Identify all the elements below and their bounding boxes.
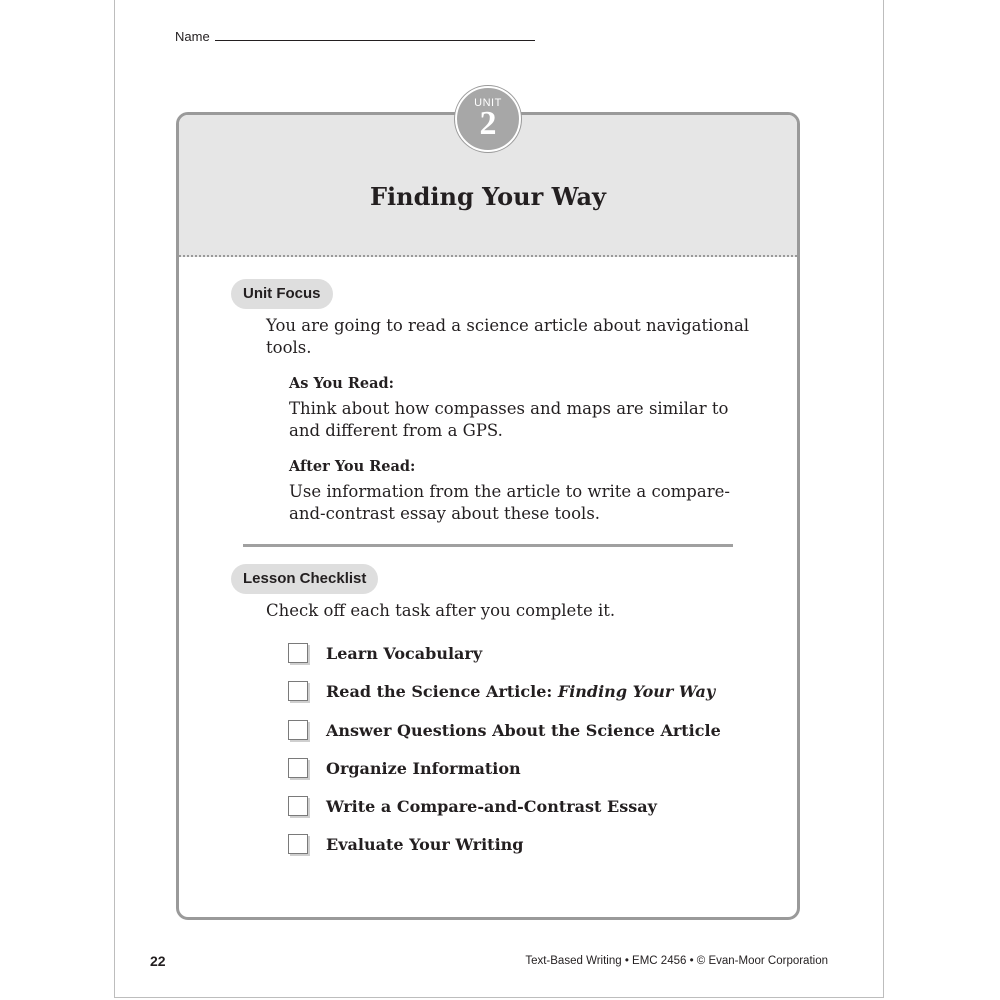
checklist-item[interactable] — [288, 643, 482, 663]
checklist-item[interactable] — [288, 796, 657, 816]
unit-focus-intro-line1: You are going to read a science article about navigational — [266, 316, 750, 335]
name-underline — [215, 40, 535, 41]
as-you-read-text — [289, 398, 728, 442]
checklist-item-label-plain: Read the Science Article: — [326, 681, 558, 701]
checkbox[interactable] — [288, 796, 308, 816]
as-you-read-line1: Think about how compasses and maps are similar to — [289, 399, 729, 418]
after-you-read-line2: and-contrast essay about these tools. — [289, 504, 601, 523]
page-number: 22 — [150, 953, 166, 969]
after-you-read-heading: After You Read: — [289, 458, 416, 475]
footer-credit: Text-Based Writing • EMC 2456 • © Evan-Moor Corporation — [525, 955, 828, 967]
checklist-item-label — [326, 682, 715, 701]
article-title-italic: Finding Your Way — [557, 681, 716, 701]
unit-badge — [455, 86, 521, 152]
after-you-read-line1: Use information from the article to write a compare- — [289, 482, 730, 501]
checkbox[interactable] — [288, 643, 308, 663]
checkbox[interactable] — [288, 681, 308, 701]
name-label: Name — [175, 29, 210, 44]
checklist-item[interactable] — [288, 834, 523, 854]
checklist-item-label: Organize Information — [326, 758, 521, 778]
after-you-read-text — [289, 481, 730, 525]
checkbox[interactable] — [288, 834, 308, 854]
unit-focus-intro-line2: tools. — [266, 338, 312, 357]
page-title: Finding Your Way — [370, 182, 606, 211]
checklist-item-label: Learn Vocabulary — [326, 643, 483, 663]
unit-focus-heading: Unit Focus — [231, 279, 333, 309]
checklist-item[interactable] — [288, 681, 715, 701]
lesson-checklist-heading: Lesson Checklist — [231, 564, 378, 594]
as-you-read-heading: As You Read: — [289, 375, 394, 392]
unit-number: 2 — [479, 105, 497, 142]
as-you-read-line2: and different from a GPS. — [289, 421, 503, 440]
section-divider — [243, 544, 733, 547]
checklist-item[interactable] — [288, 720, 721, 740]
checklist-item-label: Answer Questions About the Science Article — [326, 720, 721, 740]
unit-focus-intro — [266, 315, 749, 359]
checklist-item-label: Write a Compare-and-Contrast Essay — [326, 796, 657, 816]
checklist-item-label: Evaluate Your Writing — [326, 834, 524, 854]
checklist-intro: Check off each task after you complete it. — [266, 601, 616, 620]
checkbox[interactable] — [288, 720, 308, 740]
name-field[interactable] — [175, 29, 535, 44]
unit-label: UNIT — [474, 97, 502, 109]
checkbox[interactable] — [288, 758, 308, 778]
checklist-item[interactable] — [288, 758, 521, 778]
